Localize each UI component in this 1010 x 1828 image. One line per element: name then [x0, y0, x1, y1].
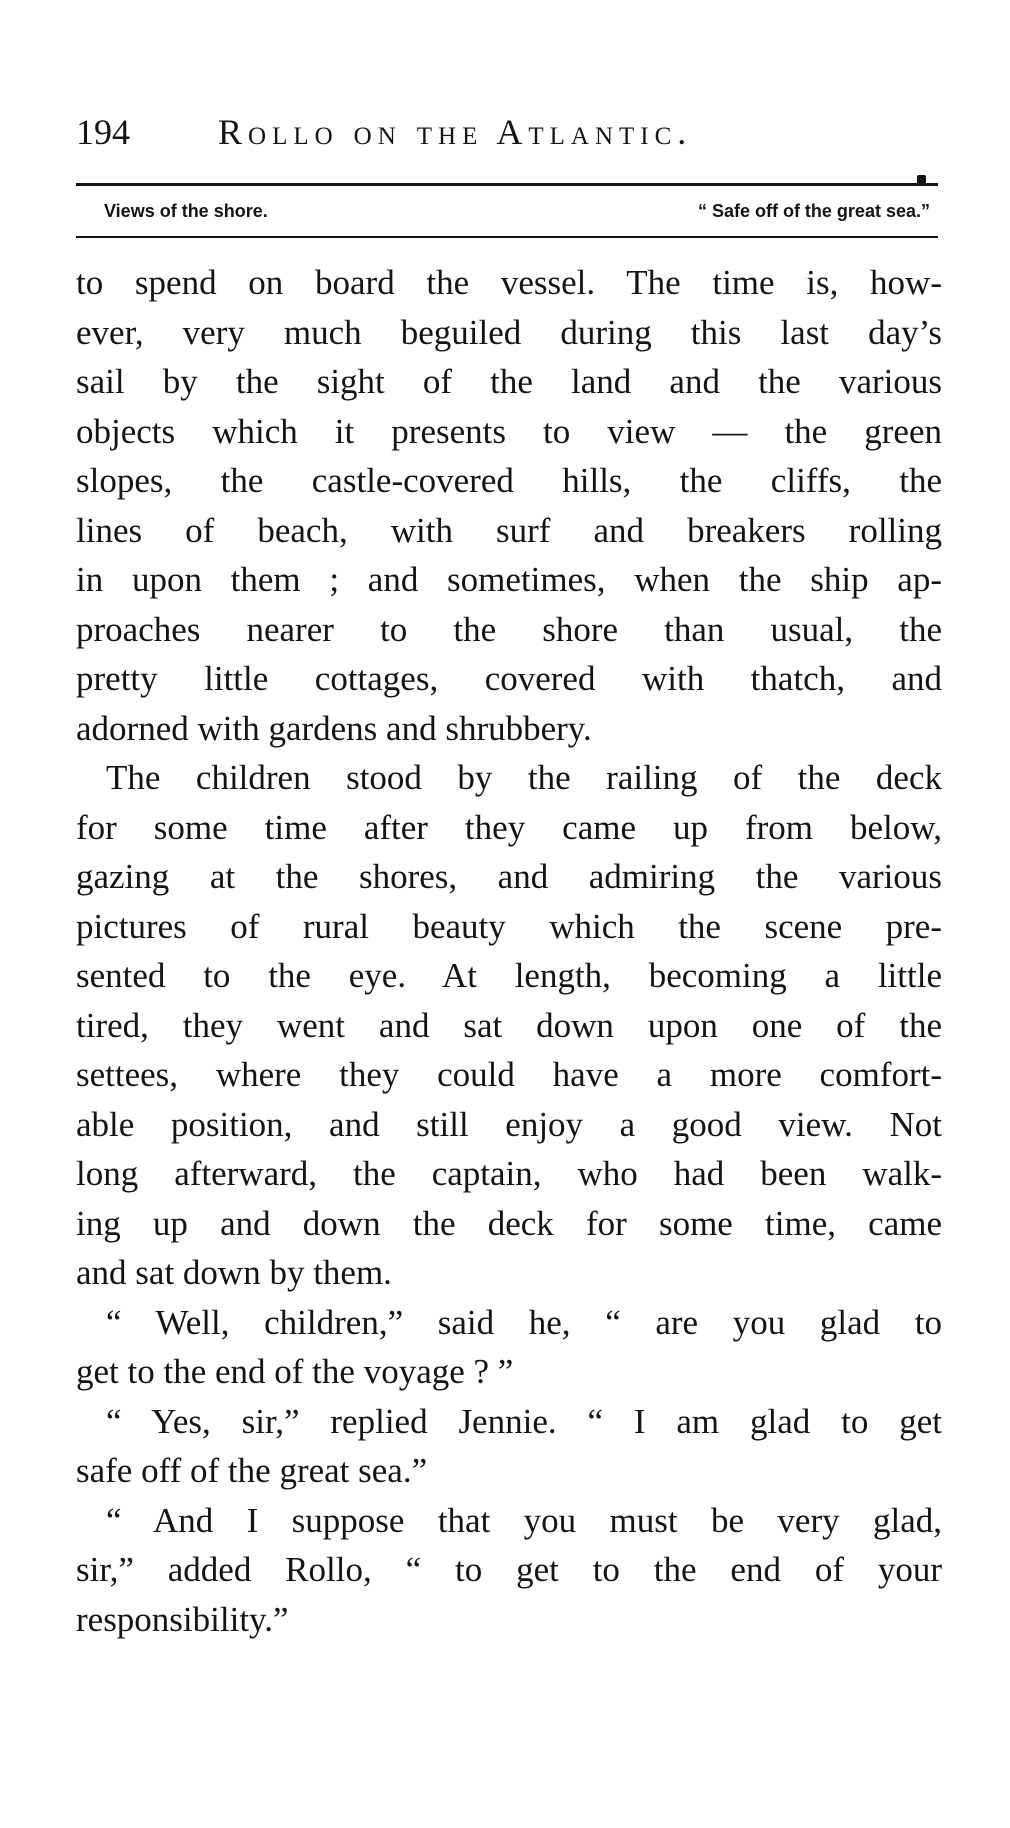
text-line: pretty little cottages, covered with thatch, and	[76, 659, 942, 698]
text-line: adorned with gardens and shrubbery.	[76, 708, 592, 748]
text-line: able position, and still enjoy a good view. Not	[76, 1104, 942, 1144]
text-line: proaches nearer to the shore than usual, the	[76, 609, 942, 649]
text-line: “ Yes, sir,” replied Jennie. “ I am glad to get	[106, 1401, 942, 1441]
sidenotes-row	[76, 196, 936, 230]
text-line: slopes, the castle-covered hills, the cliffs, the	[76, 461, 942, 500]
text-line: responsibility.”	[76, 1599, 289, 1639]
sidenote-right: “ Safe off of the great sea.”	[697, 201, 930, 221]
page-number: 194	[76, 112, 130, 152]
text-line: and sat down by them.	[76, 1253, 392, 1292]
text-line: The children stood by the railing of the deck	[106, 758, 942, 797]
text-line: objects which it presents to view — the green	[76, 411, 942, 451]
text-line: to spend on board the vessel. The time is, how-	[76, 263, 942, 302]
text-line: safe off of the great sea.”	[76, 1451, 428, 1490]
text-line: lines of beach, with surf and breakers rolling	[76, 510, 942, 550]
text-line: sir,” added Rollo, “ to get to the end of your	[76, 1550, 942, 1589]
text-line: “ And I suppose that you must be very glad,	[106, 1500, 942, 1540]
text-line: “ Well, children,” said he, “ are you glad to	[106, 1302, 942, 1342]
text-line: get to the end of the voyage ? ”	[76, 1352, 514, 1391]
text-line: sail by the sight of the land and the various	[76, 362, 942, 401]
text-line: long afterward, the captain, who had been walk-	[76, 1154, 942, 1193]
text-line: in upon them ; and sometimes, when the ship ap-	[76, 560, 942, 599]
text-line: settees, where they could have a more comfort-	[76, 1055, 942, 1094]
text-line: gazing at the shores, and admiring the various	[76, 857, 942, 896]
body-text	[76, 258, 942, 1644]
text-line: for some time after they came up from below,	[76, 807, 942, 847]
text-line: ever, very much beguiled during this last day’s	[76, 312, 942, 352]
sidenote-left: Views of the shore.	[104, 201, 268, 221]
text-line: sented to the eye. At length, becoming a little	[76, 956, 942, 995]
text-line: tired, they went and sat down upon one of the	[76, 1005, 942, 1045]
header-rule-bottom	[76, 236, 938, 238]
header-rule-mark	[917, 175, 926, 185]
book-title: Rollo on the Atlantic.	[218, 112, 693, 152]
text-line: pictures of rural beauty which the scene pre-	[76, 906, 942, 946]
header-rule-top	[76, 183, 938, 186]
text-line: ing up and down the deck for some time, came	[76, 1203, 942, 1243]
running-head	[76, 108, 936, 156]
